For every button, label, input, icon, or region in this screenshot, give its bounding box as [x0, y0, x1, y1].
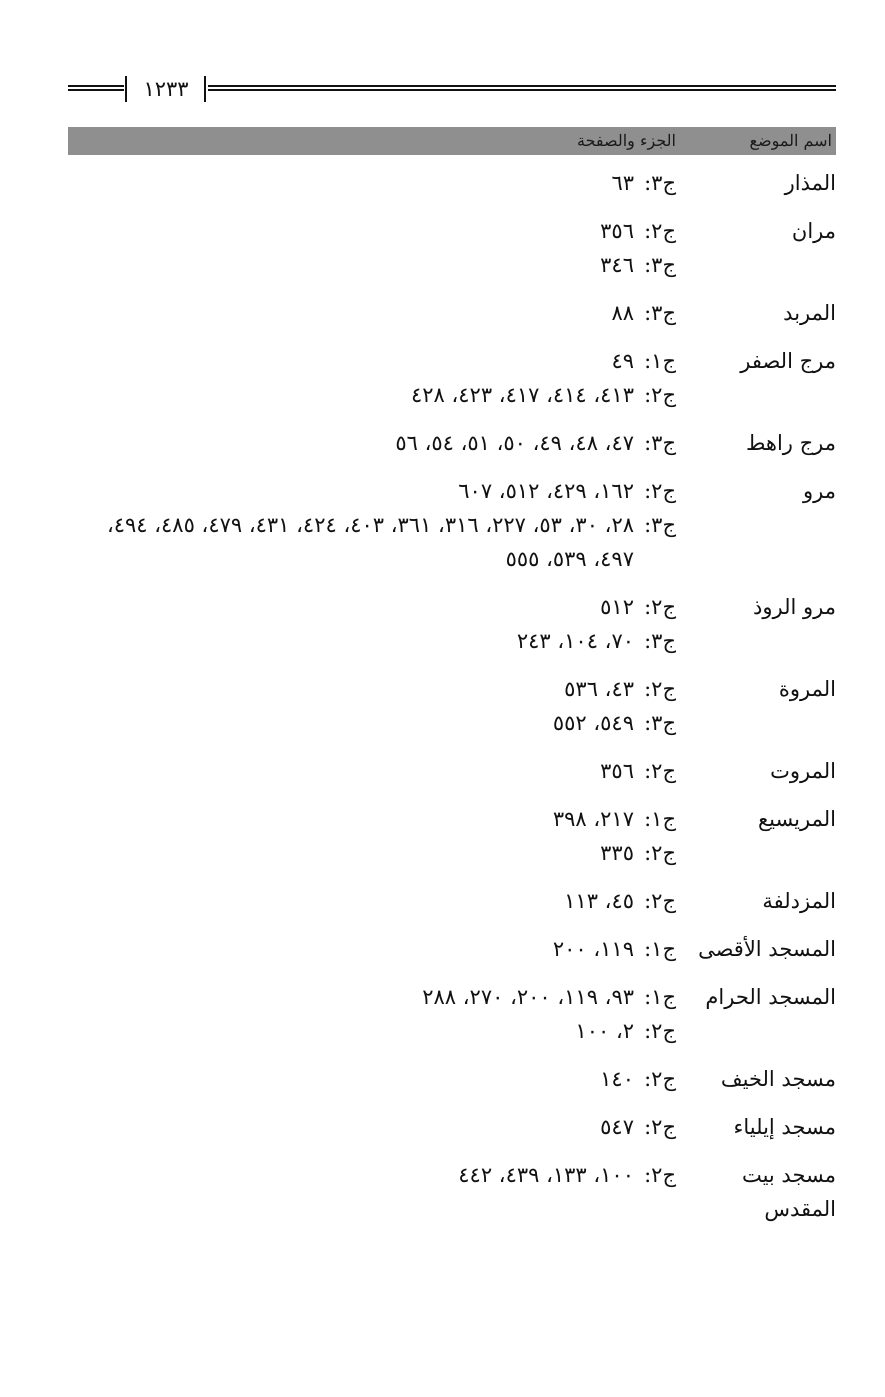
volume-label: ج٢:: [644, 1019, 676, 1043]
reference-line: [68, 590, 676, 624]
reference-list: [68, 1110, 676, 1144]
index-entry: [68, 590, 836, 658]
reference-list: [68, 214, 676, 282]
volume-label: ج٣:: [644, 253, 676, 277]
volume-label: ج٢:: [644, 841, 676, 865]
page-header: [68, 76, 836, 102]
reference-line: [68, 474, 676, 508]
page-numbers: ٤٥، ١١٣: [564, 889, 634, 913]
reference-line: [68, 426, 676, 460]
place-name: المسجد الأقصى: [698, 937, 836, 961]
header-bar-left: [125, 76, 127, 102]
volume-label: ج٣:: [644, 171, 676, 195]
volume-label: ج٢:: [644, 889, 676, 913]
volume-label: ج٢:: [644, 1163, 676, 1187]
volume-label: ج٢:: [644, 383, 676, 407]
volume-label: ج١:: [644, 349, 676, 373]
reference-list: [68, 802, 676, 870]
volume-label: ج٣:: [644, 513, 676, 537]
reference-list: [68, 980, 676, 1048]
page-numbers: ٤١٣، ٤١٤، ٤١٧، ٤٢٣، ٤٢٨: [410, 383, 634, 407]
reference-line: [68, 836, 676, 870]
place-name: المزدلفة: [762, 889, 836, 913]
volume-label: ج١:: [644, 807, 676, 831]
index-entry: [68, 672, 836, 740]
header-bar-right: [204, 76, 206, 102]
reference-list: [68, 884, 676, 918]
page-numbers: ١٦٢، ٤٢٩، ٥١٢، ٦٠٧: [458, 479, 634, 503]
reference-line: [68, 624, 676, 658]
page-numbers: ١٠٠، ١٣٣، ٤٣٩، ٤٤٢: [458, 1163, 634, 1187]
page-numbers: ٤٧، ٤٨، ٤٩، ٥٠، ٥١، ٥٤، ٥٦: [395, 431, 634, 455]
index-entries: [68, 166, 836, 1221]
page-numbers: ٣٥٦: [600, 219, 634, 243]
index-entry: [68, 474, 836, 576]
reference-list: [68, 426, 676, 460]
page-numbers: ٦٣: [611, 171, 634, 195]
volume-label: ج٣:: [644, 711, 676, 735]
place-name: المروة: [778, 677, 836, 701]
page-numbers: ٧٠، ١٠٤، ٢٤٣: [516, 629, 634, 653]
page-numbers: ٢١٧، ٣٩٨: [552, 807, 634, 831]
place-name: مرج الصفر: [740, 349, 836, 373]
index-entry: [68, 426, 836, 460]
index-entry: [68, 214, 836, 282]
page-numbers: ٤٣، ٥٣٦: [564, 677, 634, 701]
volume-label: ج٢:: [644, 595, 676, 619]
reference-line: [68, 344, 676, 378]
header-rule-left: [68, 85, 124, 91]
reference-line: [68, 884, 676, 918]
page-numbers: ٥٤٩، ٥٥٢: [552, 711, 634, 735]
volume-label: ج١:: [644, 937, 676, 961]
page-numbers: ٥١٢: [600, 595, 634, 619]
place-name: المروت: [770, 759, 836, 783]
volume-label: ج٢:: [644, 1115, 676, 1139]
reference-line: [68, 1014, 676, 1048]
reference-line: [68, 706, 676, 740]
page-numbers: ٤٩: [611, 349, 634, 373]
page-number: ١٢٣٣: [143, 77, 189, 101]
column-header-reference: الجزء والصفحة: [576, 131, 676, 150]
index-entry: [68, 296, 836, 330]
page-numbers: ٨٨: [611, 301, 634, 325]
reference-list: [68, 590, 676, 658]
place-name: المريسيع: [757, 807, 836, 831]
place-name: المذار: [784, 171, 836, 195]
reference-line: [68, 1110, 676, 1144]
page-numbers: ٢، ١٠٠: [575, 1019, 634, 1043]
volume-label: ج١:: [644, 985, 676, 1009]
reference-line: [68, 672, 676, 706]
page-numbers: ٥٤٧: [600, 1115, 634, 1139]
place-name: مرو: [803, 479, 836, 503]
reference-list: [68, 932, 676, 966]
place-name: مسجد بيت المقدس: [741, 1163, 836, 1221]
reference-line: [68, 214, 676, 248]
page-numbers: ٣٤٦: [600, 253, 634, 277]
reference-list: [68, 1062, 676, 1096]
reference-list: [68, 1158, 676, 1192]
column-header-band: [68, 127, 836, 155]
index-entry: [68, 344, 836, 412]
volume-label: ج٢:: [644, 677, 676, 701]
reference-line: [68, 508, 676, 576]
page-numbers: ٣٥٦: [600, 759, 634, 783]
reference-list: [68, 344, 676, 412]
reference-line: [68, 166, 676, 200]
volume-label: ج٣:: [644, 431, 676, 455]
index-entry: [68, 166, 836, 200]
index-entry: [68, 1062, 836, 1096]
index-entry: [68, 802, 836, 870]
column-header-place: اسم الموضع: [749, 131, 832, 150]
page-numbers: ١١٩، ٢٠٠: [552, 937, 634, 961]
reference-line: [68, 802, 676, 836]
index-entry: [68, 1158, 836, 1221]
index-entry: [68, 980, 836, 1048]
reference-line: [68, 754, 676, 788]
reference-line: [68, 378, 676, 412]
place-name: مران: [791, 219, 836, 243]
index-entry: [68, 1110, 836, 1144]
page-numbers: ١٤٠: [600, 1067, 634, 1091]
place-name: المسجد الحرام: [705, 985, 836, 1009]
reference-line: [68, 1158, 676, 1192]
page-numbers: ٩٣، ١١٩، ٢٠٠، ٢٧٠، ٢٨٨: [422, 985, 634, 1009]
place-name: مرو الروذ: [753, 595, 836, 619]
reference-list: [68, 166, 676, 200]
volume-label: ج٢:: [644, 219, 676, 243]
reference-line: [68, 1062, 676, 1096]
place-name: مرج راهط: [745, 431, 836, 455]
reference-list: [68, 672, 676, 740]
place-name: مسجد الخيف: [720, 1067, 836, 1091]
volume-label: ج٣:: [644, 629, 676, 653]
page-numbers: ٣٣٥: [600, 841, 634, 865]
volume-label: ج٣:: [644, 301, 676, 325]
index-entry: [68, 932, 836, 966]
volume-label: ج٢:: [644, 759, 676, 783]
index-entry: [68, 884, 836, 918]
reference-line: [68, 296, 676, 330]
reference-line: [68, 248, 676, 282]
volume-label: ج٢:: [644, 1067, 676, 1091]
reference-list: [68, 474, 676, 576]
header-rule-right: [208, 85, 836, 91]
volume-label: ج٢:: [644, 479, 676, 503]
index-entry: [68, 754, 836, 788]
page-numbers: ٢٨، ٣٠، ٥٣، ٢٢٧، ٣١٦، ٣٦١، ٤٠٣، ٤٢٤، ٤٣١، ٤٧٩، ٤٨٥، ٤٩٤، ٤٩٧، ٥٣٩، ٥٥٥: [106, 513, 634, 571]
place-name: المربد: [783, 301, 836, 325]
reference-line: [68, 932, 676, 966]
reference-list: [68, 296, 676, 330]
reference-line: [68, 980, 676, 1014]
reference-list: [68, 754, 676, 788]
place-name: مسجد إيلياء: [733, 1115, 836, 1139]
